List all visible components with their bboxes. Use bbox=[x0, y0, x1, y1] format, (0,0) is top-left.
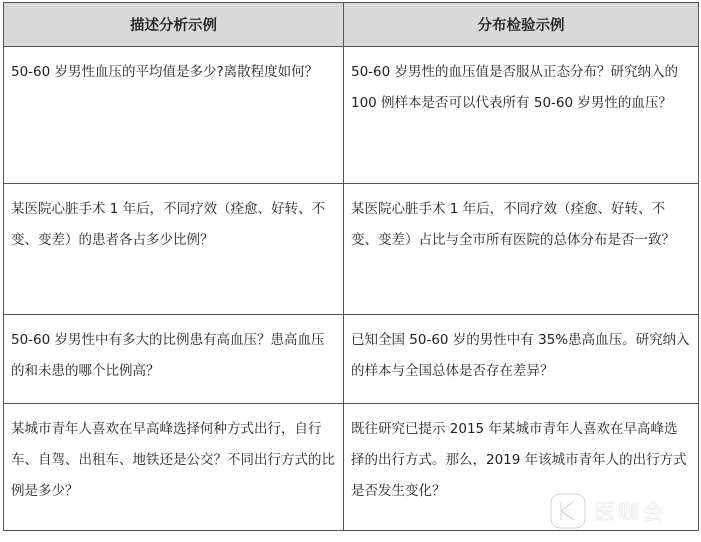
table-row bbox=[4, 315, 699, 404]
table-cell: 50-60 岁男性中有多大的比例患有高血压？患高血压的和未患的哪个比例高？ bbox=[4, 315, 344, 404]
table-row bbox=[4, 404, 699, 531]
table-cell: 已知全国 50-60 岁的男性中有 35%患高血压。研究纳入的样本与全国总体是否存在差异？ bbox=[344, 315, 699, 404]
table-cell: 某医院心脏手术 1 年后，不同疗效（痊愈、好转、不变、变差）的患者各占多少比例？ bbox=[4, 184, 344, 315]
header-descriptive-analysis: 描述分析示例 bbox=[4, 3, 344, 47]
table-cell: 50-60 岁男性的血压值是否服从正态分布？研究纳入的 100 例样本是否可以代表所有 50-60 岁男性的血压？ bbox=[344, 47, 699, 184]
watermark-text: 医咖会 bbox=[594, 500, 666, 524]
table-cell: 某医院心脏手术 1 年后，不同疗效（痊愈、好转、不变、变差）占比与全市所有医院的总体分布是否一致？ bbox=[344, 184, 699, 315]
table-row bbox=[4, 184, 699, 315]
comparison-table bbox=[3, 2, 699, 531]
table-header-row bbox=[4, 3, 699, 47]
table-cell: 既往研究已提示 2015 年某城市青年人喜欢在早高峰选择的出行方式。那么，2019 年该城市青年人的出行方式是否发生变化？ bbox=[344, 404, 699, 531]
header-distribution-test: 分布检验示例 bbox=[344, 3, 699, 47]
table-cell: 某城市青年人喜欢在早高峰选择何种方式出行，自行车、自驾、出租车、地铁还是公交？不同出行方式的比例是多少？ bbox=[4, 404, 344, 531]
table-cell: 50-60 岁男性血压的平均值是多少?离散程度如何？ bbox=[4, 47, 344, 184]
table-row bbox=[4, 47, 699, 184]
